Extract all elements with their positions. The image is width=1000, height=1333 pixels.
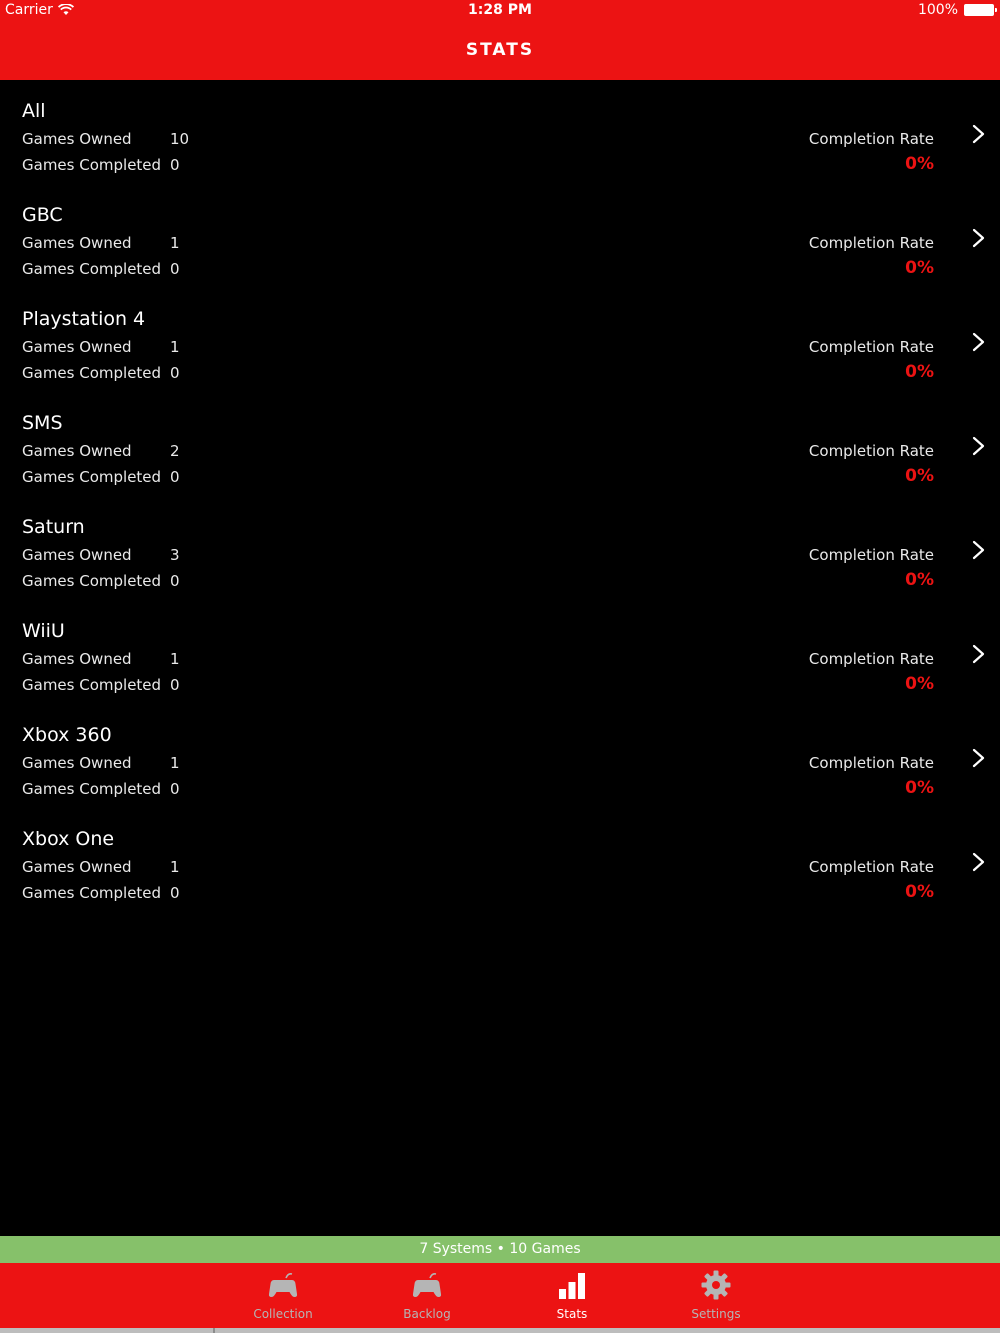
tab-label: Stats <box>556 1307 588 1321</box>
page-title: STATS <box>465 40 535 60</box>
chevron-right-icon <box>968 434 988 458</box>
games-completed-label: Games Completed <box>22 780 162 798</box>
games-completed-value: 0 <box>170 468 180 486</box>
completion-rate-value: 0% <box>905 466 934 486</box>
chevron-right-icon <box>968 330 988 354</box>
games-owned-label: Games Owned <box>22 338 132 356</box>
games-completed-label: Games Completed <box>22 156 162 174</box>
stats-row-saturn[interactable] <box>0 496 1000 600</box>
status-bar <box>0 0 1000 22</box>
bottom-edge <box>0 1328 1000 1333</box>
tab-settings[interactable] <box>661 1263 771 1333</box>
completion-rate-value: 0% <box>905 258 934 278</box>
stats-row-wiiu[interactable] <box>0 600 1000 704</box>
games-owned-label: Games Owned <box>22 754 132 772</box>
games-owned-label: Games Owned <box>22 650 132 668</box>
completion-rate-value: 0% <box>905 778 934 798</box>
games-owned-label: Games Owned <box>22 234 132 252</box>
completion-rate-label: Completion Rate <box>808 650 934 668</box>
tab-stats[interactable] <box>517 1263 627 1333</box>
system-name: All <box>22 100 46 122</box>
games-owned-value: 2 <box>170 442 180 460</box>
system-name: SMS <box>22 412 63 434</box>
games-owned-value: 3 <box>170 546 180 564</box>
chevron-right-icon <box>968 642 988 666</box>
system-name: GBC <box>22 204 63 226</box>
games-completed-label: Games Completed <box>22 468 162 486</box>
stats-row-xbox-one[interactable] <box>0 808 1000 912</box>
games-owned-value: 1 <box>170 858 180 876</box>
carrier-label: Carrier <box>5 2 53 18</box>
stats-row-gbc[interactable] <box>0 184 1000 288</box>
tab-label: Settings <box>691 1307 741 1321</box>
games-completed-label: Games Completed <box>22 676 162 694</box>
completion-rate-value: 0% <box>905 362 934 382</box>
system-name: Xbox One <box>22 828 115 850</box>
games-completed-label: Games Completed <box>22 260 162 278</box>
games-completed-value: 0 <box>170 676 180 694</box>
completion-rate-label: Completion Rate <box>808 442 934 460</box>
gear-icon <box>700 1269 732 1301</box>
system-name: Xbox 360 <box>22 724 112 746</box>
games-owned-value: 1 <box>170 754 180 772</box>
battery-percent: 100% <box>917 2 958 18</box>
games-completed-value: 0 <box>170 156 180 174</box>
status-time: 1:28 PM <box>468 2 532 18</box>
completion-rate-label: Completion Rate <box>808 338 934 356</box>
games-owned-label: Games Owned <box>22 546 132 564</box>
games-owned-label: Games Owned <box>22 858 132 876</box>
games-completed-value: 0 <box>170 572 180 590</box>
chevron-right-icon <box>968 538 988 562</box>
bar-chart-icon <box>556 1269 588 1301</box>
completion-rate-value: 0% <box>905 674 934 694</box>
games-completed-label: Games Completed <box>22 884 162 902</box>
nav-header <box>0 0 1000 80</box>
controller-icon <box>411 1269 443 1301</box>
completion-rate-value: 0% <box>905 570 934 590</box>
completion-rate-value: 0% <box>905 882 934 902</box>
controller-icon <box>267 1269 299 1301</box>
games-owned-label: Games Owned <box>22 442 132 460</box>
games-completed-value: 0 <box>170 780 180 798</box>
chevron-right-icon <box>968 746 988 770</box>
games-owned-value: 1 <box>170 338 180 356</box>
summary-bar: 7 Systems • 10 Games <box>0 1236 1000 1263</box>
chevron-right-icon <box>968 850 988 874</box>
games-completed-value: 0 <box>170 260 180 278</box>
tab-label: Backlog <box>403 1307 451 1321</box>
games-completed-value: 0 <box>170 884 180 902</box>
tab-collection[interactable] <box>228 1263 338 1333</box>
completion-rate-label: Completion Rate <box>808 858 934 876</box>
completion-rate-label: Completion Rate <box>808 234 934 252</box>
battery-icon <box>964 4 994 16</box>
stats-row-playstation-4[interactable] <box>0 288 1000 392</box>
completion-rate-label: Completion Rate <box>808 754 934 772</box>
system-name: Saturn <box>22 516 85 538</box>
games-completed-label: Games Completed <box>22 572 162 590</box>
games-completed-label: Games Completed <box>22 364 162 382</box>
chevron-right-icon <box>968 226 988 250</box>
games-owned-value: 10 <box>170 130 190 148</box>
games-owned-value: 1 <box>170 650 180 668</box>
games-owned-value: 1 <box>170 234 180 252</box>
stats-row-all[interactable] <box>0 80 1000 184</box>
chevron-right-icon <box>968 122 988 146</box>
completion-rate-label: Completion Rate <box>808 130 934 148</box>
games-owned-label: Games Owned <box>22 130 132 148</box>
status-right <box>918 2 994 18</box>
stats-row-sms[interactable] <box>0 392 1000 496</box>
system-name: Playstation 4 <box>22 308 146 330</box>
completion-rate-value: 0% <box>905 154 934 174</box>
tab-backlog[interactable] <box>372 1263 482 1333</box>
stats-row-xbox-360[interactable] <box>0 704 1000 808</box>
tab-label: Collection <box>253 1307 313 1321</box>
system-name: WiiU <box>22 620 65 642</box>
stats-list <box>0 80 1000 1236</box>
tab-bar <box>0 1263 1000 1333</box>
completion-rate-label: Completion Rate <box>808 546 934 564</box>
games-completed-value: 0 <box>170 364 180 382</box>
